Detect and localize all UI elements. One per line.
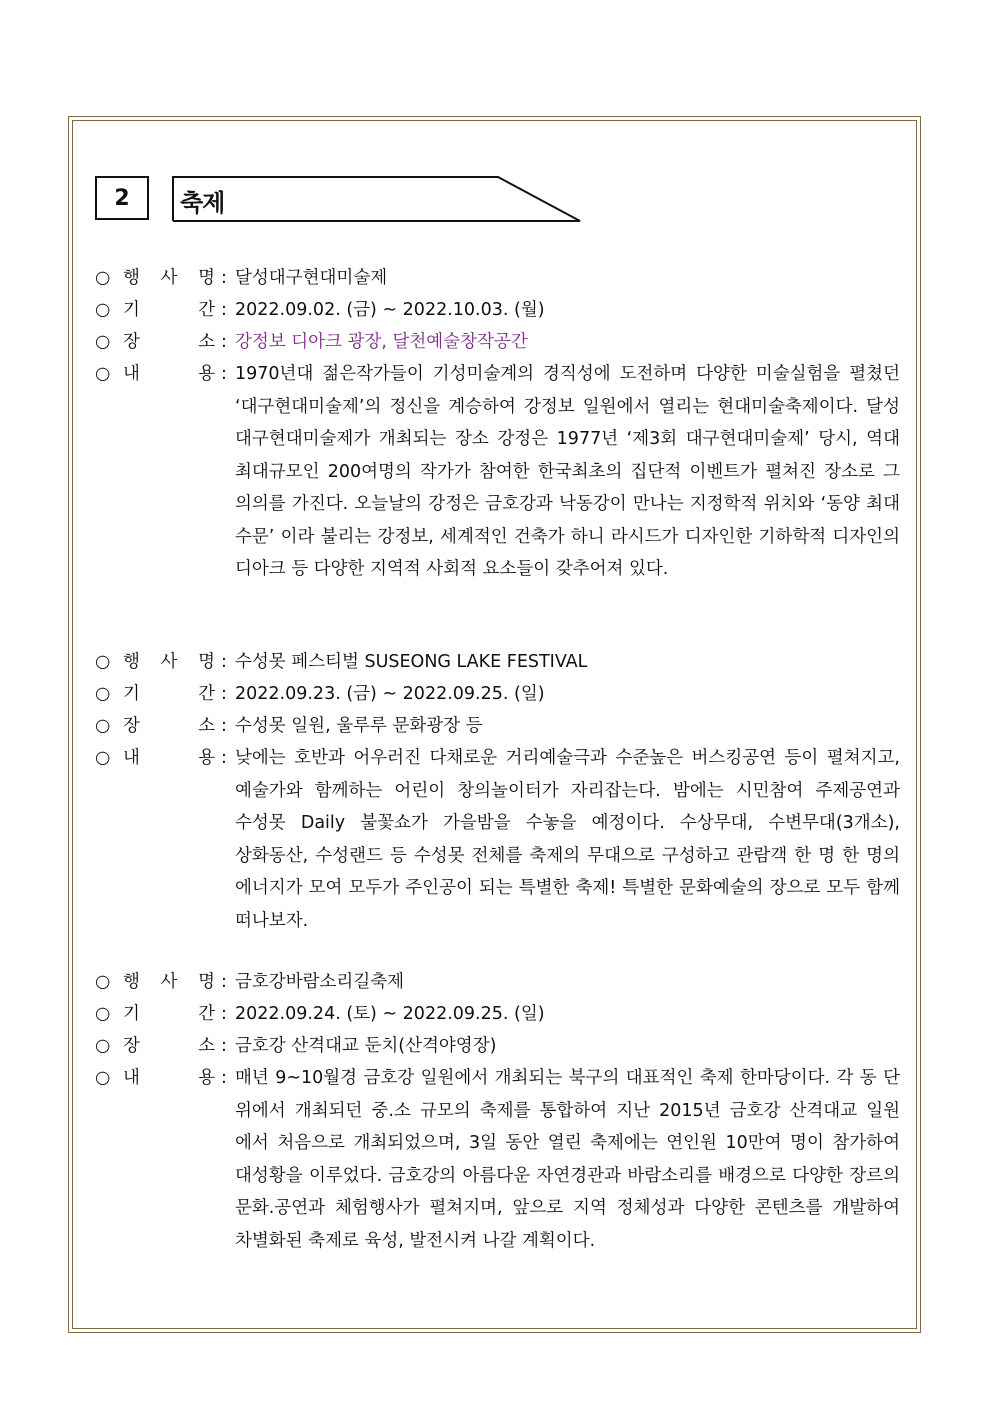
- event-place: 수성못 일원, 울루루 문화광장 등: [235, 716, 483, 736]
- event-name: 수성못 페스티벌 SUSEONG LAKE FESTIVAL: [235, 652, 588, 672]
- circle-bullet-icon: ○: [95, 268, 111, 288]
- event-1: [95, 262, 900, 586]
- event-content-row: ○ 내 용 : 1970년대 젊은작가들이 기성미술계의 경직성에 도전하며 다양한 미술실험을 펼쳤던 ‘대구현대미술제’의 정신을 계승하여 강정보 일원에서 열리는 현대미술축제이다. 달성 대구현대미술제가 개최되는 장소 강정은 1977년 ‘제3회 대구현대미술제’ 당시, 역대 최대규모인 200여명의 작가가 참여한 한국최초의 집단적 이벤트가 펼쳐진 장소로 그 의의를 가진다. 오늘날의 강정은 금호강과 낙동강이 만나는 지정학적 위치와 ‘동양 최대 수문’ 이라 불리는 강정보, 세계적인 건축가 하니 라시드가 디자인한 기하학적 디자인의 디아크 등 다양한 지역적 사회적 요소들이 갖추어져 있다.: [95, 358, 900, 586]
- event-3: [95, 966, 900, 1257]
- label-place: 장 소: [123, 332, 215, 352]
- event-content-row: ○ 내 용 : 낮에는 호반과 어우러진 다채로운 거리예술극과 수준높은 버스킹공연 등이 펼쳐지고, 예술가와 함께하는 어린이 창의놀이터가 자리잡는다. 밤에는 시민참여 주제공연과 수성못 Daily 불꽃쇼가 가을밤을 수놓을 예정이다. 수상무대, 수변무대(3개소), 상화동산, 수성랜드 등 수성못 전체를 축제의 무대으로 구성하고 관람객 한 명 한 명의 에너지가 모여 모두가 주인공이 되는 특별한 축제! 특별한 문화예술의 장으로 모두 함께 떠나보자.: [95, 742, 900, 937]
- event-name: 금호강바람소리길축제: [235, 972, 405, 992]
- event-period-row: ○ 기 간 : 2022.09.02. (금) ~ 2022.10.03. (월): [95, 294, 900, 326]
- section-number: 2: [95, 176, 149, 220]
- event-period-row: ○ 기 간 : 2022.09.24. (토) ~ 2022.09.25. (일): [95, 998, 900, 1030]
- circle-bullet-icon: ○: [95, 364, 111, 384]
- event-content: 매년 9~10월경 금호강 일원에서 개최되는 북구의 대표적인 축제 한마당이다. 각 동 단 위에서 개최되던 중.소 규모의 축제를 통합하여 지난 2015년 금호강 산격대교 일원 에서 처음으로 개최되었으며, 3일 동안 열린 축제에는 연인원 10만여 명이 참가하여 대성황을 이루었다. 금호강의 아름다운 자연경관과 바람소리를 배경으로 다양한 장르의 문화.공연과 체험행사가 펼쳐지며, 앞으로 지역 정체성과 다양한 콘텐츠를 개발하여 차별화된 축제로 육성, 발전시켜 나갈 계획이다.: [235, 1068, 900, 1251]
- circle-bullet-icon: ○: [95, 972, 111, 992]
- event-place-row: ○ 장 소 : 수성못 일원, 울루루 문화광장 등: [95, 710, 900, 742]
- label-content: 내 용: [123, 748, 215, 768]
- event-content: 낮에는 호반과 어우러진 다채로운 거리예술극과 수준높은 버스킹공연 등이 펼쳐지고, 예술가와 함께하는 어린이 창의놀이터가 자리잡는다. 밤에는 시민참여 주제공연과 수성못 Daily 불꽃쇼가 가을밤을 수놓을 예정이다. 수상무대, 수변무대(3개소), 상화동산, 수성랜드 등 수성못 전체를 축제의 무대으로 구성하고 관람객 한 명 한 명의 에너지가 모여 모두가 주인공이 되는 특별한 축제! 특별한 문화예술의 장으로 모두 함께 떠나보자.: [235, 748, 900, 931]
- circle-bullet-icon: ○: [95, 300, 111, 320]
- event-2: [95, 646, 900, 937]
- label-name: 행 사 명: [123, 652, 215, 672]
- circle-bullet-icon: ○: [95, 716, 111, 736]
- event-place-row: ○ 장 소 : 강정보 디아크 광장, 달천예술창작공간: [95, 326, 900, 358]
- label-content: 내 용: [123, 1068, 215, 1088]
- event-place: 강정보 디아크 광장, 달천예술창작공간: [235, 332, 528, 352]
- circle-bullet-icon: ○: [95, 332, 111, 352]
- event-period: 2022.09.02. (금) ~ 2022.10.03. (월): [235, 300, 545, 320]
- label-place: 장 소: [123, 716, 215, 736]
- label-period: 기 간: [123, 300, 215, 320]
- label-place: 장 소: [123, 1036, 215, 1056]
- event-content: 1970년대 젊은작가들이 기성미술계의 경직성에 도전하며 다양한 미술실험을 펼쳤던 ‘대구현대미술제’의 정신을 계승하여 강정보 일원에서 열리는 현대미술축제이다. 달성 대구현대미술제가 개최되는 장소 강정은 1977년 ‘제3회 대구현대미술제’ 당시, 역대 최대규모인 200여명의 작가가 참여한 한국최초의 집단적 이벤트가 펼쳐진 장소로 그 의의를 가진다. 오늘날의 강정은 금호강과 낙동강이 만나는 지정학적 위치와 ‘동양 최대 수문’ 이라 불리는 강정보, 세계적인 건축가 하니 라시드가 디자인한 기하학적 디자인의 디아크 등 다양한 지역적 사회적 요소들이 갖추어져 있다.: [235, 364, 900, 579]
- section-title-box: [172, 176, 582, 222]
- event-name-row: ○ 행 사 명 : 수성못 페스티벌 SUSEONG LAKE FESTIVAL: [95, 646, 900, 678]
- event-period-row: ○ 기 간 : 2022.09.23. (금) ~ 2022.09.25. (일): [95, 678, 900, 710]
- event-content-row: ○ 내 용 : 매년 9~10월경 금호강 일원에서 개최되는 북구의 대표적인 축제 한마당이다. 각 동 단 위에서 개최되던 중.소 규모의 축제를 통합하여 지난 2015년 금호강 산격대교 일원 에서 처음으로 개최되었으며, 3일 동안 열린 축제에는 연인원 10만여 명이 참가하여 대성황을 이루었다. 금호강의 아름다운 자연경관과 바람소리를 배경으로 다양한 장르의 문화.공연과 체험행사가 펼쳐지며, 앞으로 지역 정체성과 다양한 콘텐츠를 개발하여 차별화된 축제로 육성, 발전시켜 나갈 계획이다.: [95, 1062, 900, 1257]
- label-period: 기 간: [123, 684, 215, 704]
- section-title: 축제: [180, 189, 225, 217]
- label-name: 행 사 명: [123, 972, 215, 992]
- event-place-row: ○ 장 소 : 금호강 산격대교 둔치(산격야영장): [95, 1030, 900, 1062]
- event-name-row: ○ 행 사 명 : 달성대구현대미술제: [95, 262, 900, 294]
- circle-bullet-icon: ○: [95, 1036, 111, 1056]
- circle-bullet-icon: ○: [95, 652, 111, 672]
- label-period: 기 간: [123, 1004, 215, 1024]
- event-name-row: ○ 행 사 명 : 금호강바람소리길축제: [95, 966, 900, 998]
- event-period: 2022.09.23. (금) ~ 2022.09.25. (일): [235, 684, 545, 704]
- circle-bullet-icon: ○: [95, 1068, 111, 1088]
- event-name: 달성대구현대미술제: [235, 268, 388, 288]
- circle-bullet-icon: ○: [95, 684, 111, 704]
- circle-bullet-icon: ○: [95, 748, 111, 768]
- event-period: 2022.09.24. (토) ~ 2022.09.25. (일): [235, 1004, 545, 1024]
- label-name: 행 사 명: [123, 268, 215, 288]
- circle-bullet-icon: ○: [95, 1004, 111, 1024]
- label-content: 내 용: [123, 364, 215, 384]
- event-place: 금호강 산격대교 둔치(산격야영장): [235, 1036, 497, 1056]
